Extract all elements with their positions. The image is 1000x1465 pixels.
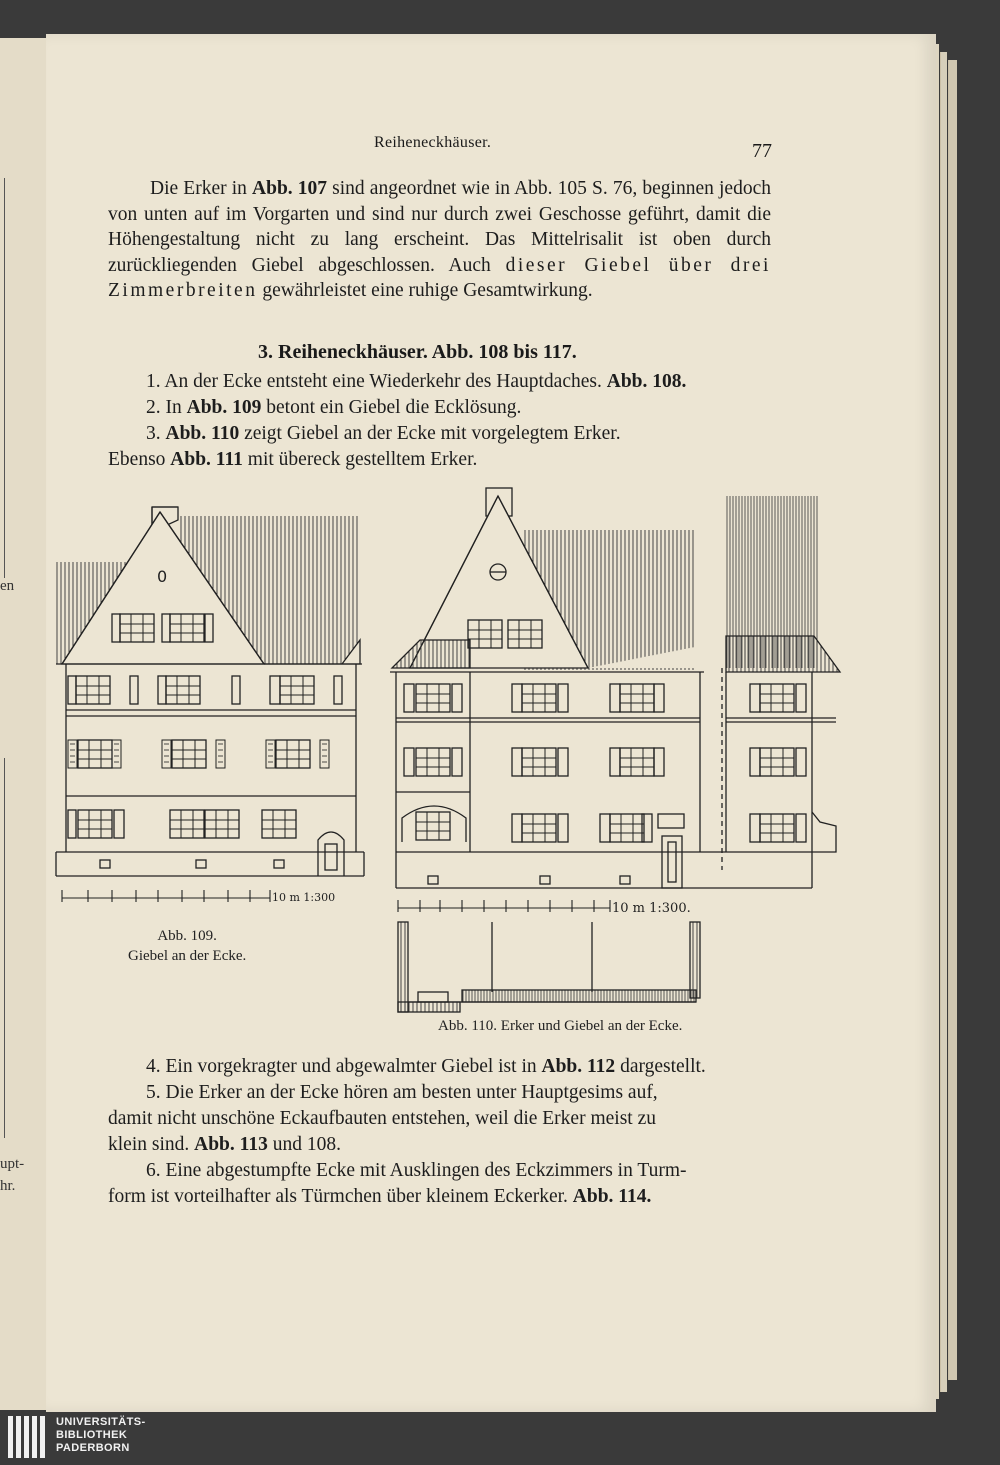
list-item: 3. Abb. 110 zeigt Giebel an der Ecke mit vorgelegtem Erker. [146,423,621,444]
left-page-fragment: hr. [0,1178,16,1194]
spaced-emphasis: dieser Giebel über drei Zimmerbreiten [108,254,771,301]
figure-110-caption: Abb. 110. Erker und Giebel an der Ecke. [438,1018,683,1034]
section-heading: 3. Reiheneckhäuser. Abb. 108 bis 117. [258,341,577,363]
figure-109-scale-label: 10 m 1:300 [272,891,336,904]
intro-paragraph: Die Erker in Abb. 107 sind angeordnet wie in Abb. 105 S. 76, beginnen jedoch von unten auf im Vorgarten und sind nur durch zwei Geschosse geführt, damit die Höhengestaltung nicht zu lang erscheint. Das Mittelrisalit ist oben durch zurückliegenden Giebel abgeschlossen. Auch dieser Giebel über drei Zimmerbreiten gewährleistet eine ruhige Gesamtwirkung. [108,178,771,301]
running-head: Reiheneckhäuser. [374,134,492,151]
figure-110-floor-plan [398,922,700,1012]
figure-110-scale-bar [398,900,610,912]
list-item: 6. Eine abgestumpfte Ecke mit Ausklingen des Eckzimmers in Turm- [146,1160,687,1181]
library-logo-icon [8,1416,45,1458]
list-item-continuation: damit nicht unschöne Eckaufbauten entstehen, weil die Erker meist zu [108,1108,656,1129]
list-item: Ebenso Abb. 111 mit übereck gestelltem Erker. [108,449,478,470]
list-item: 2. In Abb. 109 betont ein Giebel die Ecklösung. [146,397,522,418]
left-page-fragment: upt- [0,1156,25,1172]
left-page-fragment: en [0,578,15,594]
list-item-continuation: klein sind. Abb. 113 und 108. [108,1134,341,1155]
list-items-4-6 [108,1054,771,1210]
figure-109-caption: Abb. 109. Giebel an der Ecke. [128,928,247,964]
figure-110-elevation [390,488,840,888]
list-item-continuation: form ist vorteilhafter als Türmchen über kleinem Eckerker. Abb. 114. [108,1186,652,1207]
svg-text:0: 0 [157,567,168,586]
figure-109-scale-bar [62,890,270,902]
page-number: 77 [752,140,772,162]
figure-110-scale-label: 10 m 1:300. [612,901,691,916]
library-logo-text: UNIVERSITÄTS- BIBLIOTHEK PADERBORN [56,1416,146,1454]
list-item: 4. Ein vorgekragter und abgewalmter Giebel ist in Abb. 112 dargestellt. [146,1056,706,1077]
list-item: 5. Die Erker an der Ecke hören am besten unter Hauptgesims auf, [146,1082,658,1103]
list-item: 1. An der Ecke entsteht eine Wiederkehr des Hauptdaches. Abb. 108. [146,371,687,392]
figure-109-elevation [54,507,364,876]
figure-reference: Abb. 107 [252,178,328,199]
